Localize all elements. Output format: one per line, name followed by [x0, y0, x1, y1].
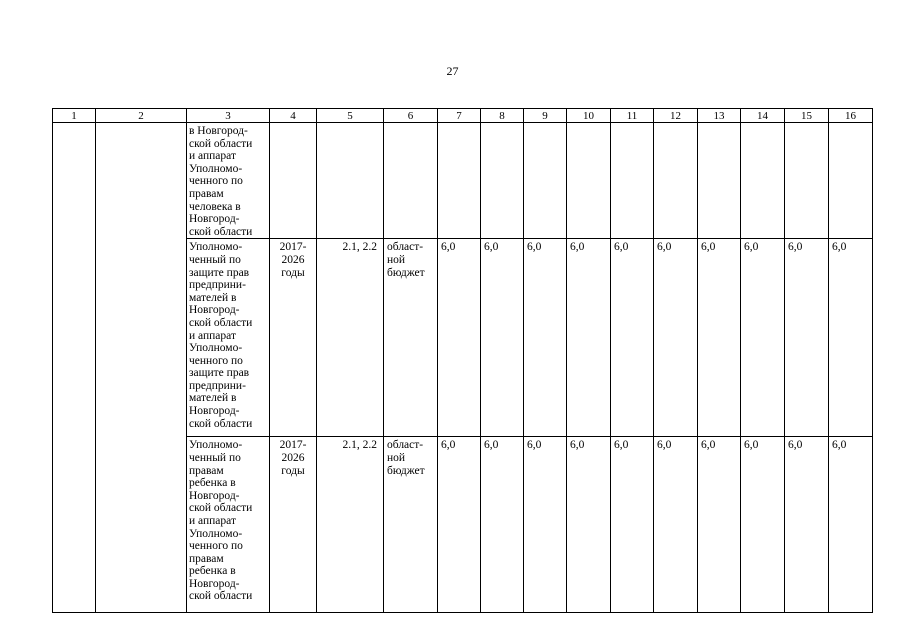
- column-number-row: [53, 109, 873, 123]
- indicators-cell: 2.1, 2.2: [317, 437, 384, 613]
- source-cell: област- ной бюджет: [384, 239, 438, 437]
- column-number: 8: [481, 109, 524, 123]
- value-cell: [438, 123, 481, 239]
- value-cell: 6,0: [611, 239, 654, 437]
- column-number: 3: [187, 109, 270, 123]
- column-number: 2: [96, 109, 187, 123]
- value-cell: 6,0: [785, 239, 829, 437]
- value-cell: 6,0: [829, 437, 873, 613]
- column-number: 6: [384, 109, 438, 123]
- value-cell: [741, 123, 785, 239]
- value-cell: 6,0: [524, 437, 567, 613]
- term-cell: 2017- 2026 годы: [270, 239, 317, 437]
- table-row: [53, 123, 873, 239]
- value-cell: 6,0: [481, 239, 524, 437]
- column-number: 14: [741, 109, 785, 123]
- value-cell: 6,0: [524, 239, 567, 437]
- value-cell: 6,0: [611, 437, 654, 613]
- term-cell: [270, 123, 317, 239]
- column-number: 1: [53, 109, 96, 123]
- value-cell: 6,0: [829, 239, 873, 437]
- column-number: 9: [524, 109, 567, 123]
- value-cell: [698, 123, 741, 239]
- executor-cell: в Новгород- ской области и аппарат Уполномо- ченного по правам человека в Новгород- ской области: [187, 123, 270, 239]
- source-cell: област- ной бюджет: [384, 437, 438, 613]
- value-cell: [611, 123, 654, 239]
- value-cell: [785, 123, 829, 239]
- source-cell: [384, 123, 438, 239]
- term-cell: 2017- 2026 годы: [270, 437, 317, 613]
- column-number: 11: [611, 109, 654, 123]
- column-number: 5: [317, 109, 384, 123]
- value-cell: 6,0: [481, 437, 524, 613]
- value-cell: 6,0: [567, 437, 611, 613]
- task-cell: [96, 123, 187, 613]
- executor-cell: Уполномо- ченный по правам ребенка в Новгород- ской области и аппарат Уполномо- ченного по правам ребенка в Новгород- ской области: [187, 437, 270, 613]
- value-cell: [567, 123, 611, 239]
- value-cell: 6,0: [741, 239, 785, 437]
- column-number: 13: [698, 109, 741, 123]
- value-cell: 6,0: [438, 437, 481, 613]
- indicators-cell: 2.1, 2.2: [317, 239, 384, 437]
- program-table: [52, 108, 873, 613]
- value-cell: [654, 123, 698, 239]
- column-number: 12: [654, 109, 698, 123]
- value-cell: [481, 123, 524, 239]
- value-cell: 6,0: [698, 239, 741, 437]
- value-cell: [524, 123, 567, 239]
- column-number: 4: [270, 109, 317, 123]
- value-cell: 6,0: [438, 239, 481, 437]
- row-number-cell: [53, 123, 96, 613]
- value-cell: 6,0: [698, 437, 741, 613]
- indicators-cell: [317, 123, 384, 239]
- executor-cell: Уполномо- ченный по защите прав предприни- мателей в Новгород- ской области и аппарат Уполномо- ченного по защите прав предприни- мателей в Новгород- ской области: [187, 239, 270, 437]
- column-number: 15: [785, 109, 829, 123]
- value-cell: 6,0: [785, 437, 829, 613]
- value-cell: 6,0: [654, 437, 698, 613]
- page-number: 27: [446, 64, 459, 78]
- column-number: 7: [438, 109, 481, 123]
- value-cell: [829, 123, 873, 239]
- column-number: 10: [567, 109, 611, 123]
- column-number: 16: [829, 109, 873, 123]
- value-cell: 6,0: [741, 437, 785, 613]
- value-cell: 6,0: [567, 239, 611, 437]
- value-cell: 6,0: [654, 239, 698, 437]
